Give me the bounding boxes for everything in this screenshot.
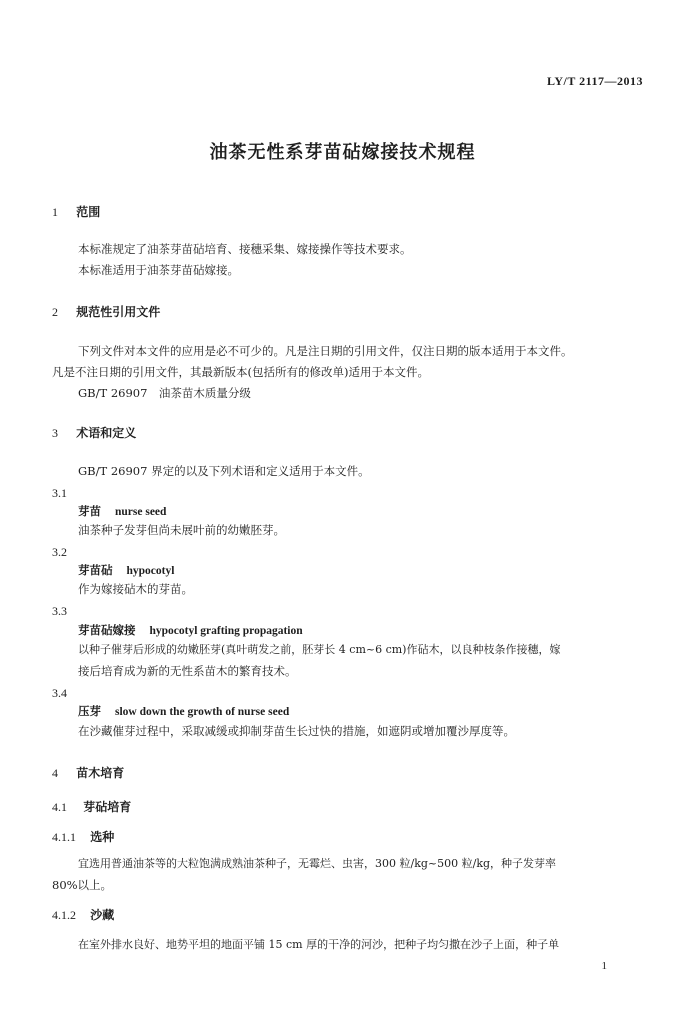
term-zh: 芽苗 [78,504,101,518]
section-3-heading [52,424,136,441]
term-en: nurse seed [115,506,167,518]
section-number: 2 [52,305,58,319]
section-number: 4.1 [52,800,67,814]
term-entry [78,562,174,578]
section-2-heading [52,303,160,320]
term-number: 3.2 [52,545,67,559]
term-zh: 压芽 [78,704,101,718]
term-entry [78,622,303,638]
paragraph: 80%以上。 [52,878,113,892]
reference-item: GB/T 26907 油茶苗木质量分级 [78,386,251,400]
paragraph: GB/T 26907 界定的以及下列术语和定义适用于本文件。 [78,464,370,478]
standard-code: LY/T 2117—2013 [546,74,643,88]
section-title: 芽砧培育 [83,800,132,814]
subsection-heading [52,828,114,845]
section-number: 4.1.2 [52,908,76,922]
term-definition: 作为嫁接砧木的芽苗。 [78,582,193,596]
term-entry [78,503,166,519]
term-en: hypocotyl [126,565,175,577]
term-definition: 接后培育成为新的无性系苗木的繁育技术。 [78,664,297,678]
paragraph: 在室外排水良好、地势平坦的地面平铺 15 cm 厚的干净的河沙，把种子均匀撒在沙子上面，种子单 [78,938,560,951]
section-number: 1 [52,205,58,219]
term-zh: 芽苗砧 [78,563,113,577]
section-title: 范围 [76,205,101,219]
term-en: slow down the growth of nurse seed [115,706,290,718]
section-number: 4.1.1 [52,830,76,844]
term-definition: 油茶种子发芽但尚未展叶前的幼嫩胚芽。 [78,523,285,537]
term-number: 3.1 [52,486,67,500]
section-number: 4 [52,766,58,780]
page-number: 1 [601,960,607,972]
term-entry [78,703,289,719]
term-en: hypocotyl grafting propagation [149,625,303,637]
term-zh: 芽苗砧嫁接 [78,623,136,637]
section-4-heading [52,764,124,781]
subsection-heading [52,906,114,923]
paragraph: 本标准适用于油茶芽苗砧嫁接。 [78,263,239,277]
section-title: 术语和定义 [76,426,137,440]
paragraph: 凡是不注日期的引用文件，其最新版本(包括所有的修改单)适用于本文件。 [52,365,429,379]
paragraph: 下列文件对本文件的应用是必不可少的。凡是注日期的引用文件，仅注日期的版本适用于本文件。 [78,344,573,358]
subsection-heading [52,798,131,815]
term-definition: 在沙藏催芽过程中，采取减缓或抑制芽苗生长过快的措施，如遮阴或增加覆沙厚度等。 [78,724,515,738]
section-number: 3 [52,426,58,440]
section-title: 沙藏 [90,908,115,922]
section-title: 苗木培育 [76,766,125,780]
term-definition: 以种子催芽后形成的幼嫩胚芽(真叶萌发之前，胚芽长 4 cm~6 cm)作砧木，以良种枝条作接穗，嫁 [78,643,561,656]
term-number: 3.4 [52,686,67,700]
paragraph: 本标准规定了油茶芽苗砧培育、接穗采集、嫁接操作等技术要求。 [78,242,412,256]
paragraph: 宜选用普通油茶等的大粒饱满成熟油茶种子，无霉烂、虫害，300 粒/kg~500 粒/kg，种子发芽率 [78,857,557,870]
section-title: 选种 [90,830,115,844]
page-title: 油茶无性系芽苗砧嫁接技术规程 [209,142,476,163]
section-1-heading [52,203,100,220]
section-title: 规范性引用文件 [76,305,161,319]
term-number: 3.3 [52,604,67,618]
